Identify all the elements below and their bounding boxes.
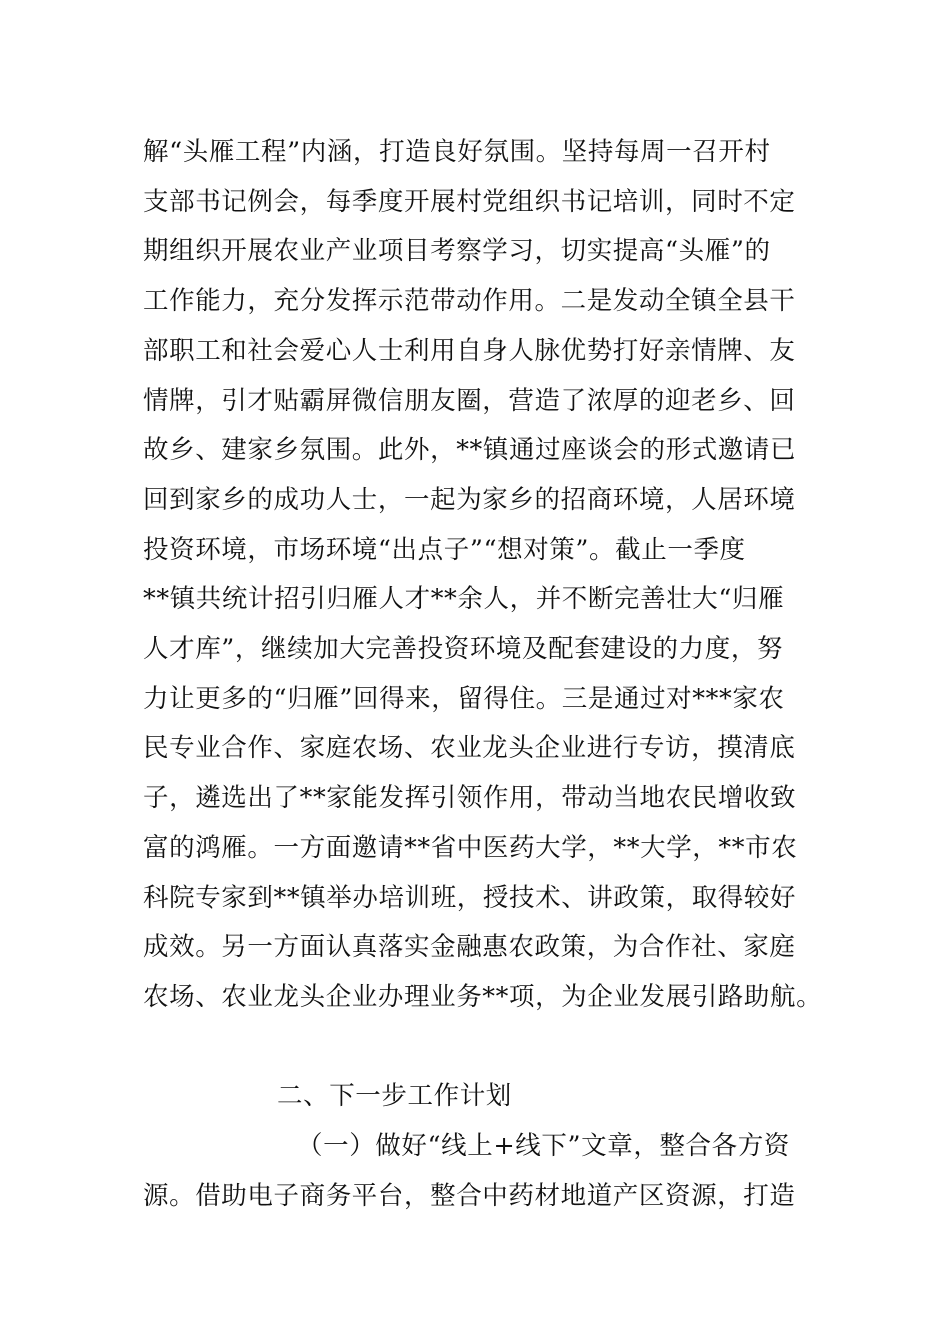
body-line: 部职工和社会爱心人士利用自身人脉优势打好亲情牌、友: [143, 336, 796, 366]
body-line: 投资环境，市场环境“出点子”“想对策”。截止一季度: [143, 535, 746, 565]
body-line: **镇共统计招引归雁人才**余人，并不断完善壮大“归雁: [143, 584, 785, 614]
body-line: 回到家乡的成功人士，一起为家乡的招商环境，人居环境: [143, 485, 796, 515]
body-line: 力让更多的“归雁”回得来，留得住。三是通过对***家农: [143, 684, 785, 714]
body-line: 工作能力，充分发挥示范带动作用。二是发动全镇全县干: [143, 286, 796, 316]
body-line: 解“头雁工程”内涵，打造良好氛围。坚持每周一召开村: [143, 137, 771, 167]
body-line: 富的鸿雁。一方面邀请**省中医药大学，**大学，**市农: [143, 833, 798, 863]
body-line: 子，遴选出了**家能发挥引领作用，带动当地农民增收致: [143, 783, 797, 813]
body-line: 农场、农业龙头企业办理业务**项，为企业发展引路助航。: [143, 982, 823, 1012]
body-line: 故乡、建家乡氛围。此外，**镇通过座谈会的形式邀请已: [143, 435, 797, 465]
subsection-line: 源。借助电子商务平台，整合中药材地道产区资源，打造: [143, 1181, 796, 1211]
body-line: 情牌，引才贴霸屏微信朋友圈，营造了浓厚的迎老乡、回: [143, 386, 796, 416]
body-line: 支部书记例会，每季度开展村党组织书记培训，同时不定: [143, 187, 796, 217]
body-line: 科院专家到**镇举办培训班，授技术、讲政策，取得较好: [143, 883, 797, 913]
body-line: 成效。另一方面认真落实金融惠农政策，为合作社、家庭: [143, 932, 796, 962]
section-heading: 二、下一步工作计划: [277, 1081, 512, 1111]
body-line: 人才库”，继续加大完善投资环境及配套建设的力度，努: [143, 634, 784, 664]
body-line: 期组织开展农业产业项目考察学习，切实提高“头雁”的: [143, 236, 771, 266]
subsection-line: （一）做好“线上+线下”文章，整合各方资: [297, 1131, 790, 1161]
body-line: 民专业合作、家庭农场、农业龙头企业进行专访，摸清底: [143, 733, 796, 763]
